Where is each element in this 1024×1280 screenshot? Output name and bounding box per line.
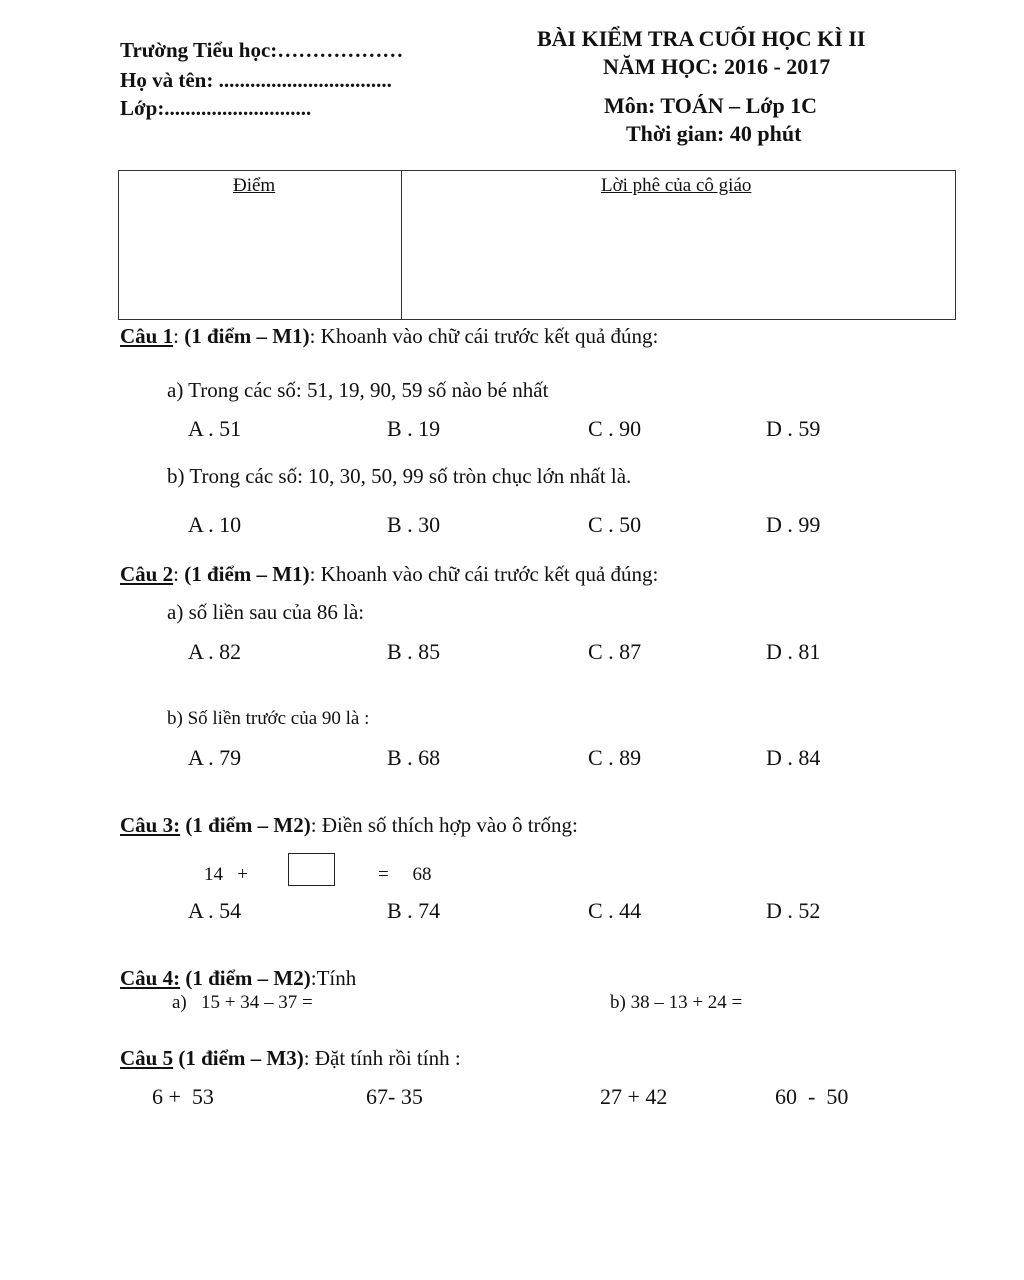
subject-line: Môn: TOÁN – Lớp 1C <box>604 93 818 118</box>
question-4-meta: (1 điểm – M2) <box>185 966 311 990</box>
question-5-heading <box>120 1046 461 1071</box>
question-1-label: Câu 1 <box>120 324 174 348</box>
question-2-heading: Câu 2: (1 điểm – M1): Khoanh vào chữ cái trước kết quả đúng: <box>120 562 659 586</box>
q1b-option-b: B . 30 <box>387 512 441 537</box>
question-2-instruction: : Khoanh vào chữ cái trước kết quả đúng: <box>309 562 659 586</box>
q2a-option-d: D . 81 <box>766 639 821 664</box>
question-4a: a) 15 + 34 – 37 = <box>172 992 313 1013</box>
class-field: Lớp:............................ <box>120 96 312 120</box>
q2b-option-a: A . 79 <box>188 745 242 770</box>
q5-item-1: 6 + 53 <box>152 1084 214 1109</box>
question-5-instruction: : Đặt tính rồi tính : <box>303 1046 461 1070</box>
question-1b-text: b) Trong các số: 10, 30, 50, 99 số tròn chục lớn nhất là. <box>167 464 632 488</box>
comment-label: Lời phê của cô giáo <box>601 175 752 196</box>
question-3-label: Câu 3: <box>120 813 181 837</box>
equation-left: 14 + <box>204 864 248 885</box>
question-1a-text: a) Trong các số: 51, 19, 90, 59 số nào bé nhất <box>167 378 549 402</box>
q1b-option-d: D . 99 <box>766 512 821 537</box>
question-3-heading <box>120 813 578 838</box>
school-field: Trường Tiểu học:……………… <box>120 38 404 62</box>
question-4-label: Câu 4: <box>120 966 181 990</box>
question-4-instruction: :Tính <box>310 966 357 990</box>
grade-table <box>118 170 956 320</box>
q2a-option-c: C . 87 <box>588 639 642 664</box>
q1a-option-b: B . 19 <box>387 416 441 441</box>
question-2a-text: a) số liền sau của 86 là: <box>167 600 365 624</box>
q1a-option-d: D . 59 <box>766 416 821 441</box>
q3-option-a: A . 54 <box>188 898 242 923</box>
score-label: Điểm <box>233 175 276 196</box>
q3-option-b: B . 74 <box>387 898 441 923</box>
question-3-instruction: : Điền số thích hợp vào ô trống: <box>310 813 578 837</box>
question-4b: b) 38 – 13 + 24 = <box>610 992 743 1013</box>
q3-option-d: D . 52 <box>766 898 821 923</box>
question-2-label: Câu 2 <box>120 562 174 586</box>
q1a-option-c: C . 90 <box>588 416 642 441</box>
school-year: NĂM HỌC: 2016 - 2017 <box>603 54 831 79</box>
question-4-heading <box>120 966 356 991</box>
q1b-option-a: A . 10 <box>188 512 242 537</box>
q1b-option-c: C . 50 <box>588 512 642 537</box>
time-line: Thời gian: 40 phút <box>626 121 802 146</box>
q2a-option-b: B . 85 <box>387 639 441 664</box>
question-2b-text: b) Số liền trước của 90 là : <box>167 708 370 729</box>
q5-item-2: 67- 35 <box>366 1084 423 1109</box>
q3-option-c: C . 44 <box>588 898 642 923</box>
exam-title: BÀI KIỂM TRA CUỐI HỌC KÌ II <box>537 26 866 51</box>
question-1-heading: Câu 1: (1 điểm – M1): Khoanh vào chữ cái trước kết quả đúng: <box>120 324 659 348</box>
question-5-meta: (1 điểm – M3) <box>178 1046 304 1070</box>
question-1-meta: (1 điểm – M1) <box>184 324 310 348</box>
equation-right: = 68 <box>378 864 432 885</box>
question-1-instruction: : Khoanh vào chữ cái trước kết quả đúng: <box>309 324 659 348</box>
table-divider <box>401 171 402 319</box>
question-3-meta: (1 điểm – M2) <box>185 813 311 837</box>
q2b-option-d: D . 84 <box>766 745 821 770</box>
q2b-option-c: C . 89 <box>588 745 642 770</box>
student-name-field: Họ và tên: ................................. <box>120 68 392 92</box>
answer-blank-box <box>288 853 335 886</box>
q5-item-4: 60 - 50 <box>775 1084 849 1109</box>
question-2-meta: (1 điểm – M1) <box>184 562 310 586</box>
q5-item-3: 27 + 42 <box>600 1084 668 1109</box>
question-5-label: Câu 5 <box>120 1046 174 1070</box>
q1a-option-a: A . 51 <box>188 416 242 441</box>
q2b-option-b: B . 68 <box>387 745 441 770</box>
q2a-option-a: A . 82 <box>188 639 242 664</box>
